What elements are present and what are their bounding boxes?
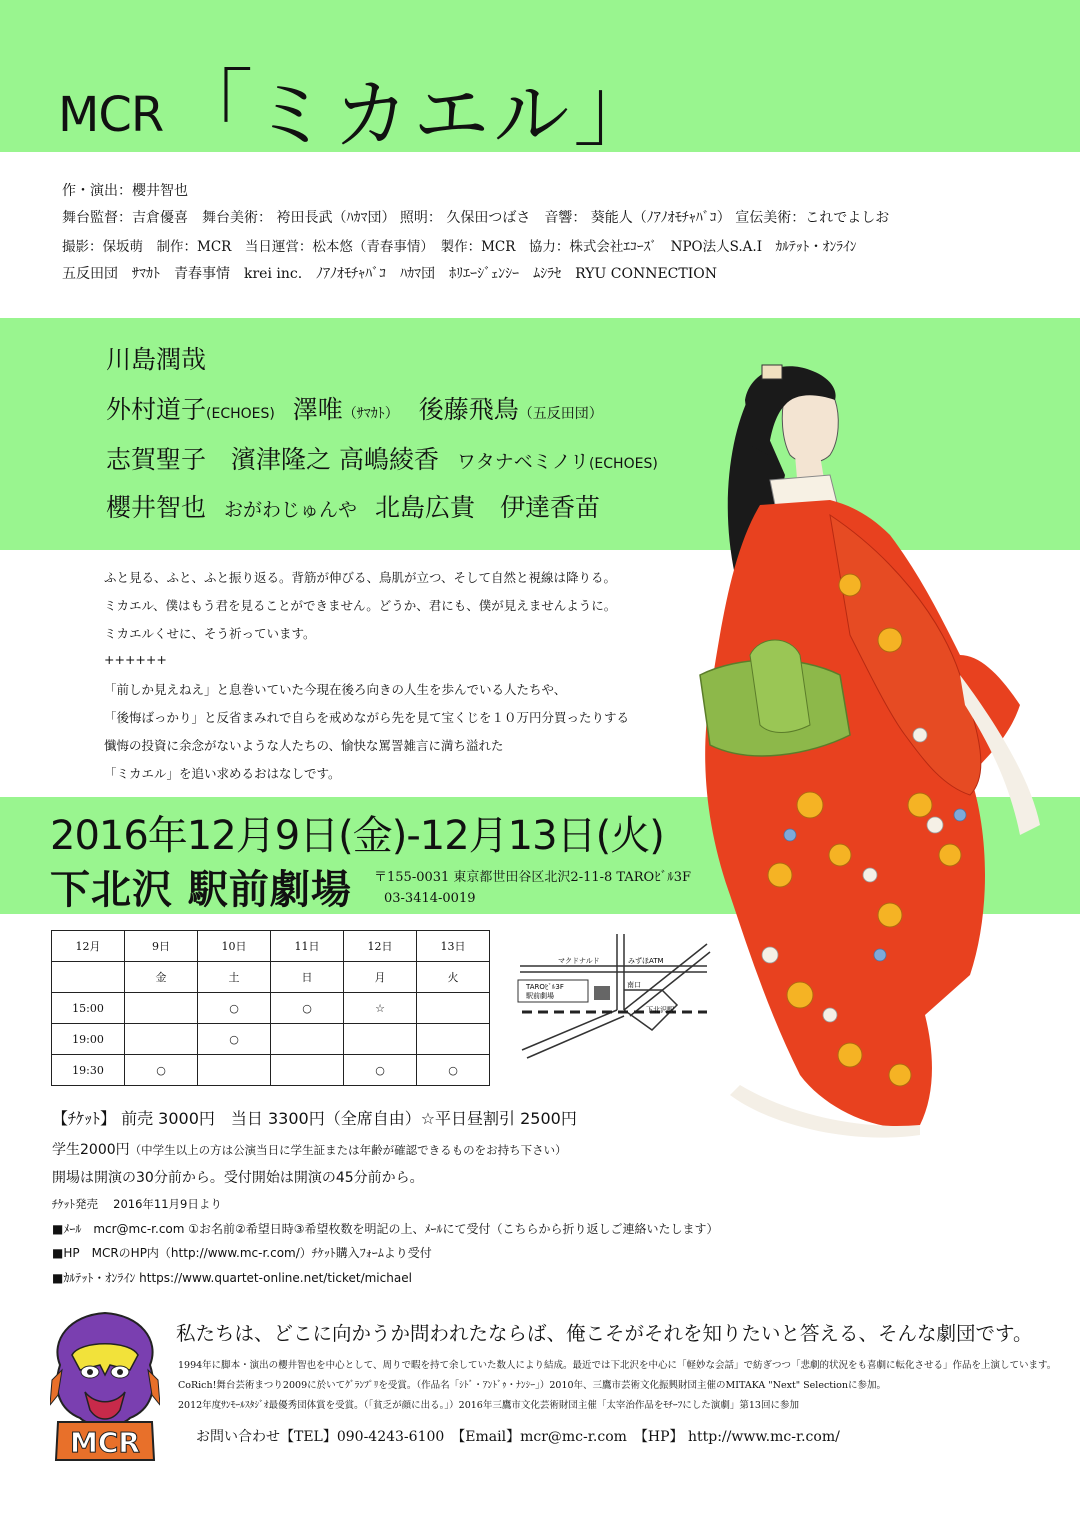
synopsis-line: 「後悔ばっかり」と反省まみれで自らを戒めながら先を見て宝くじを１０万円分買ったりする xyxy=(104,710,630,725)
schedule-table xyxy=(51,930,490,1086)
contact-info: お問い合わせ【TEL】090-4243-6100 【Email】mcr@mc-r.com 【HP】 http://www.mc-r.com/ xyxy=(196,1429,840,1445)
ticket-doors: 開場は開演の30分前から。受付開始は開演の45分前から。 xyxy=(52,1170,424,1186)
synopsis-line: ミカエルくせに、そう祈っています。 xyxy=(104,626,316,641)
table-cell xyxy=(125,993,198,1024)
ticket-quartet: ■ｶﾙﾃｯﾄ・ｵﾝﾗｲﾝ https://www.quartet-online.net/ticket/michael xyxy=(52,1271,412,1285)
credit-line: 作・演出：櫻井智也 xyxy=(62,183,188,199)
ticket-sale-date: ﾁｹｯﾄ発売 2016年11月9日より xyxy=(52,1197,222,1211)
table-cell xyxy=(417,993,490,1024)
credit-line: 撮影：保坂萌 制作：MCR 当日運営：松本悠（青春事情） 製作：MCR 協力：株式会社ｴｺｰｽﾞ NPO法人S.A.I ｶﾙﾃｯﾄ・ｵﾝﾗｲﾝ xyxy=(62,239,857,255)
synopsis-line: ふと見る、ふと、ふと振り返る。背筋が伸びる、鳥肌が立つ、そして自然と視線は降りる。 xyxy=(104,570,617,585)
table-header-cell: 10日 xyxy=(198,931,271,962)
ticket-mail: ■ﾒｰﾙ mcr@mc-r.com ①お名前②希望日時③希望枚数を明記の上、ﾒｰﾙにて受付（こちらから折り返しご連絡いたします） xyxy=(52,1222,719,1236)
mcr-logo xyxy=(50,1310,160,1465)
synopsis-line: 懺悔の投資に余念がないような人たちの、愉快な罵詈雑言に満ち溢れた xyxy=(104,738,504,753)
table-cell: 15:00 xyxy=(52,993,125,1024)
kimono-woman-illustration xyxy=(690,355,1060,1145)
cast-line xyxy=(106,440,658,476)
table-cell: 金 xyxy=(125,962,198,993)
ticket-student-price: 学生2000円 xyxy=(52,1142,130,1158)
cast-affiliation: (ECHOES) xyxy=(206,406,275,422)
title-prefix: MCR xyxy=(58,87,164,143)
table-cell: ○ xyxy=(125,1055,198,1086)
table-header-cell: 9日 xyxy=(125,931,198,962)
cast-member: ワタナベミノリ xyxy=(456,451,589,473)
cast-affiliation: (ECHOES) xyxy=(588,456,658,472)
map-mcdonalds-label: マクドナルド xyxy=(558,957,600,965)
table-cell: 月 xyxy=(344,962,417,993)
event-date: 2016年12月9日(金)-12月13日(火) xyxy=(50,813,664,859)
cast-member: おがわじゅんや xyxy=(223,499,357,521)
table-cell: ○ xyxy=(198,1024,271,1055)
synopsis-line: ミカエル、僕はもう君を見ることができません。どうか、君にも、僕が見えませんように。 xyxy=(104,598,617,613)
table-row xyxy=(52,993,490,1024)
cast-member: 外村道子 xyxy=(106,395,207,424)
table-cell: 19:00 xyxy=(52,1024,125,1055)
cast-member: 川島潤哉 xyxy=(106,345,207,374)
table-header-cell: 13日 xyxy=(417,931,490,962)
map-mizuho-label: みずほATM xyxy=(628,957,664,965)
table-cell xyxy=(344,1024,417,1055)
access-map xyxy=(512,930,712,1060)
page-title xyxy=(58,42,657,163)
event-venue: 下北沢 駅前劇場 xyxy=(50,867,352,913)
table-cell xyxy=(125,1024,198,1055)
troupe-about: 1994年に脚本・演出の櫻井智也を中心として、周りで暇を持て余していた数人により結成。最近では下北沢を中心に「軽妙な会話」で紡ぎつつ「悲劇的状況をも喜劇に転化させる」作品を上演しています。 xyxy=(178,1360,1057,1371)
table-header-cell: 12日 xyxy=(344,931,417,962)
table-header-cell: 11日 xyxy=(271,931,344,962)
table-cell: 日 xyxy=(271,962,344,993)
cast-line xyxy=(106,390,603,426)
synopsis-line: 「前しか見えねえ」と息巻いていた今現在後ろ向きの人生を歩んでいる人たちや、 xyxy=(104,682,567,697)
map-station-label: 下北沢駅 xyxy=(646,1006,674,1014)
cast-member: 北島広貴 伊達香苗 xyxy=(374,493,600,522)
venue-address: 〒155-0031 東京都世田谷区北沢2-11-8 TAROﾋﾞﾙ3F xyxy=(374,870,692,885)
synopsis-line: ++++++ xyxy=(104,652,167,667)
table-cell: 19:30 xyxy=(52,1055,125,1086)
title-close-bracket: 」 xyxy=(573,60,658,158)
cast-line xyxy=(106,488,600,524)
credit-line: 舞台監督：吉倉優喜 舞台美術： 袴田長武（ﾊｶﾏ団） 照明： 久保田つばさ 音響： 葵能人（ﾉｱﾉｵﾓﾁｬﾊﾞｺ） 宣伝美術：これでよしお xyxy=(62,210,890,226)
cast-line xyxy=(106,340,206,376)
table-cell xyxy=(271,1024,344,1055)
table-cell: 火 xyxy=(417,962,490,993)
table-cell: ○ xyxy=(271,993,344,1024)
troupe-tagline: 私たちは、どこに向かうか問われたならば、俺こそがそれを知りたいと答える、そんな劇団です。 xyxy=(176,1322,1033,1345)
title-name: ミカエル xyxy=(253,70,574,159)
credit-line: 五反田団 ｻﾏｶﾄ 青春事情 krei inc. ﾉｱﾉｵﾓﾁｬﾊﾞｺ ﾊｶﾏ団 ﾎﾘｴｰｼﾞｪﾝｼｰ ﾑｼﾗｾ RYU CONNECTION xyxy=(62,266,717,282)
cast-affiliation: （五反田団） xyxy=(518,406,603,422)
table-cell: 土 xyxy=(198,962,271,993)
ticket-price: 【ﾁｹｯﾄ】 前売 3000円 当日 3300円（全席自由）☆平日昼割引 2500円 xyxy=(52,1109,577,1128)
cast-affiliation: （ｻﾏｶﾄ） xyxy=(342,406,399,422)
cast-member: 後藤飛鳥 xyxy=(418,395,519,424)
table-cell xyxy=(417,1024,490,1055)
table-cell xyxy=(271,1055,344,1086)
table-cell: ○ xyxy=(417,1055,490,1086)
table-cell: ○ xyxy=(344,1055,417,1086)
table-row xyxy=(52,1024,490,1055)
table-cell xyxy=(198,1055,271,1086)
table-row xyxy=(52,1055,490,1086)
cast-member: 志賀聖子 濱津隆之 高嶋綾香 xyxy=(106,445,439,474)
synopsis-line: 「ミカエル」を追い求めるおはなしです。 xyxy=(104,766,341,781)
ticket-student xyxy=(52,1139,567,1159)
troupe-about: 2012年度ｻﾝﾓｰﾙｽﾀｼﾞｵ最優秀団体賞を受賞。（「貧乏が顔に出る。」）2016年三鷹市文化芸術財団主催「太宰治作品をﾓﾁｰﾌにした演劇」第13回に参加 xyxy=(178,1400,799,1411)
table-row xyxy=(52,962,490,993)
table-cell xyxy=(52,962,125,993)
table-cell: ○ xyxy=(198,993,271,1024)
troupe-about: CoRich!舞台芸術まつり2009に於いてｸﾞﾗﾝﾌﾟﾘを受賞。（作品名「ｼﾄﾞ・ｱﾝﾄﾞｩ・ﾅﾝｼｰ」）2010年、三鷹市芸術文化振興財団主催のMITAKA "Next" Selectionに参加。 xyxy=(178,1380,886,1391)
ticket-hp: ■HP MCRのHP内（http://www.mc-r.com/）ﾁｹｯﾄ購入ﾌｫｰﾑより受付 xyxy=(52,1246,432,1260)
title-open-bracket: 「 xyxy=(169,60,254,158)
ticket-student-note: （中学生以上の方は公演当日に学生証または年齢が確認できるものをお持ち下さい） xyxy=(129,1143,567,1157)
table-row xyxy=(52,931,490,962)
cast-member: 澤唯 xyxy=(292,395,343,424)
logo-text: MCR xyxy=(70,1426,140,1459)
map-theater-label: 駅前劇場 xyxy=(526,992,554,1000)
table-header-cell: 12月 xyxy=(52,931,125,962)
cast-member: 櫻井智也 xyxy=(106,493,207,522)
venue-phone: 03-3414-0019 xyxy=(384,891,476,906)
map-south-exit-label: 南口 xyxy=(627,981,641,989)
map-building-label: TAROﾋﾞﾙ3F xyxy=(526,983,564,991)
table-cell: ☆ xyxy=(344,993,417,1024)
